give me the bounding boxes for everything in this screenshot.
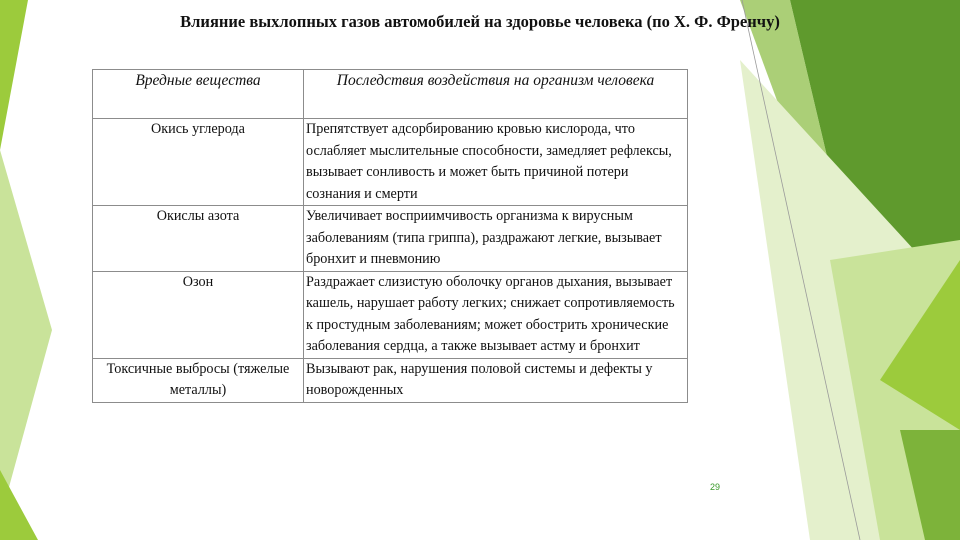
table-row <box>93 271 688 358</box>
header-effects: Последствия воздействия на организм человека <box>304 70 688 119</box>
table-header-row <box>93 70 688 119</box>
substance-cell: Озон <box>93 271 304 358</box>
substance-cell: Окислы азота <box>93 206 304 272</box>
left-bottom-triangle <box>0 470 38 540</box>
page-number: 29 <box>710 482 721 492</box>
substance-cell: Токсичные выбросы (тяжелые металлы) <box>93 358 304 402</box>
page-title: Влияние выхлопных газов автомобилей на здоровье человека (по Х. Ф. Френчу) <box>180 12 780 31</box>
substance-cell: Окись углерода <box>93 119 304 206</box>
effect-cell: Увеличивает восприимчивость организма к вирусным заболеваниям (типа гриппа), раздражают легкие, вызывает бронхит и пневмонию <box>304 206 688 272</box>
effects-table <box>92 69 688 403</box>
table-row <box>93 358 688 402</box>
effect-cell: Препятствует адсорбированию кровью кислорода, что ослабляет мыслительные способности, замедляет рефлексы, вызывает сонливость и может быть причиной потери сознания и смерти <box>304 119 688 206</box>
left-green-triangle <box>0 0 28 150</box>
table-row <box>93 119 688 206</box>
left-light-triangle <box>0 150 52 520</box>
table-row <box>93 206 688 272</box>
header-substances: Вредные вещества <box>93 70 304 119</box>
effect-cell: Раздражает слизистую оболочку органов дыхания, вызывает кашель, нарушает работу легких; снижает сопротивляемость к простудным заболеваниям; может обострить хронические заболевания сердца, а также вызывает астму и бронхит <box>304 271 688 358</box>
effect-cell: Вызывают рак, нарушения половой системы и дефекты у новорожденных <box>304 358 688 402</box>
